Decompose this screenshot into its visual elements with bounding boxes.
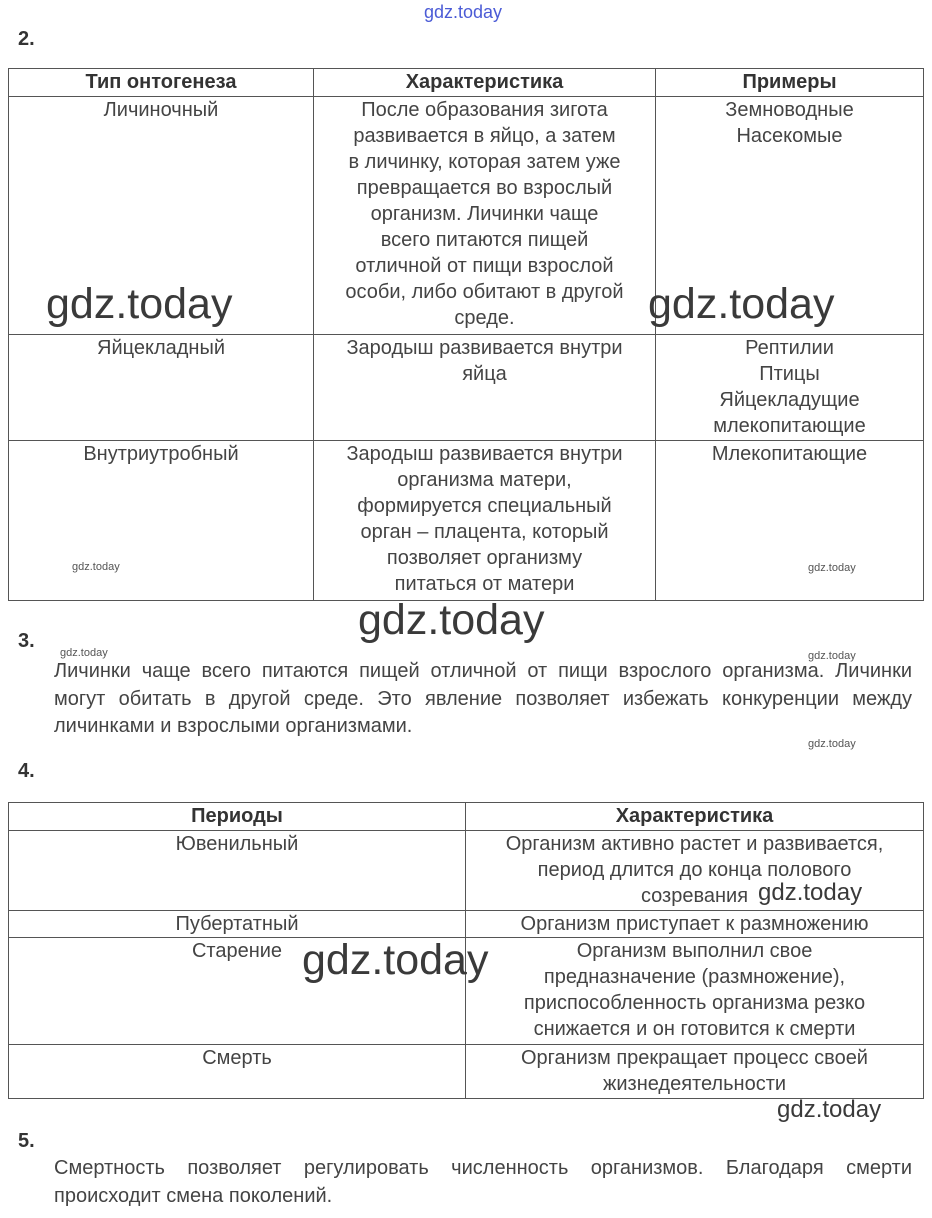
watermark-small: gdz.today [72,561,120,573]
task-3-number: 3. [18,630,35,652]
table-header-row [9,803,924,831]
watermark-mid: gdz.today [758,879,863,906]
cell-characteristic: Зародыш развивается внутри яйца [314,335,656,441]
watermark-big: gdz.today [46,280,233,328]
ontogenesis-table [8,68,924,601]
cell-period: Пубертатный [9,911,466,938]
table-row [9,441,924,601]
watermark-big: gdz.today [302,936,489,984]
table-row [9,831,924,911]
watermark-big: gdz.today [358,596,545,644]
watermark-small: gdz.today [808,562,856,574]
task-4-number: 4. [18,760,35,782]
watermark-big: gdz.today [648,280,835,328]
cell-characteristic: Зародыш развивается внутри организма матери, формируется специальный орган – плацента, который позволяет организму питаться от матери [314,441,656,601]
cell-type: Внутриутробный [9,441,314,601]
task-3-text: Личинки чаще всего питаются пищей отличной от пищи взрослого организма. Личинки могут обитать в другой среде. Это явление позволяет избежать конкуренции между личинками и взрослыми организмами. [54,660,912,737]
task-5-number: 5. [18,1130,35,1152]
table-header-row [9,69,924,97]
cell-characteristic: Организм прекращает процесс своей жизнедеятельности [466,1045,924,1099]
header-periods: Периоды [9,803,466,831]
table-row [9,911,924,938]
cell-characteristic: После образования зигота развивается в яйцо, а затем в личинку, которая затем уже превращается во взрослый организм. Личинки чаще всего питаются пищей отличной от пищи взрослой особи, либо обитают в другой среде. [314,97,656,335]
watermark-mid: gdz.today [777,1096,882,1123]
cell-characteristic: Организм активно растет и развивается, период длится до конца полового созревания [466,831,924,911]
table-row [9,938,924,1045]
cell-examples: Земноводные Насекомые [656,97,924,335]
table-row [9,1045,924,1099]
cell-period: Старение [9,938,466,1045]
task-5-text: Смертность позволяет регулировать численность организмов. Благодаря смерти происходит смена поколений. [54,1157,912,1207]
cell-type: Яйцекладный [9,335,314,441]
cell-characteristic: Организм выполнил свое предназначение (размножение), приспособленность организма резко снижается и он готовится к смерти [466,938,924,1045]
cell-examples: Рептилии Птицы Яйцекладущие млекопитающие [656,335,924,441]
task-2-number: 2. [18,28,35,50]
watermark-small: gdz.today [60,647,108,659]
header-type: Тип онтогенеза [9,69,314,97]
cell-period: Смерть [9,1045,466,1099]
cell-characteristic: Организм приступает к размножению [466,911,924,938]
watermark-small: gdz.today [808,650,856,662]
cell-examples: Млекопитающие [656,441,924,601]
header-characteristic: Характеристика [466,803,924,831]
periods-table [8,802,924,1099]
header-examples: Примеры [656,69,924,97]
table-row [9,335,924,441]
header-characteristic: Характеристика [314,69,656,97]
cell-period: Ювенильный [9,831,466,911]
header-watermark: gdz.today [424,2,503,22]
cell-type: Личиночный [9,97,314,335]
watermark-small: gdz.today [808,738,856,750]
table-row [9,97,924,335]
